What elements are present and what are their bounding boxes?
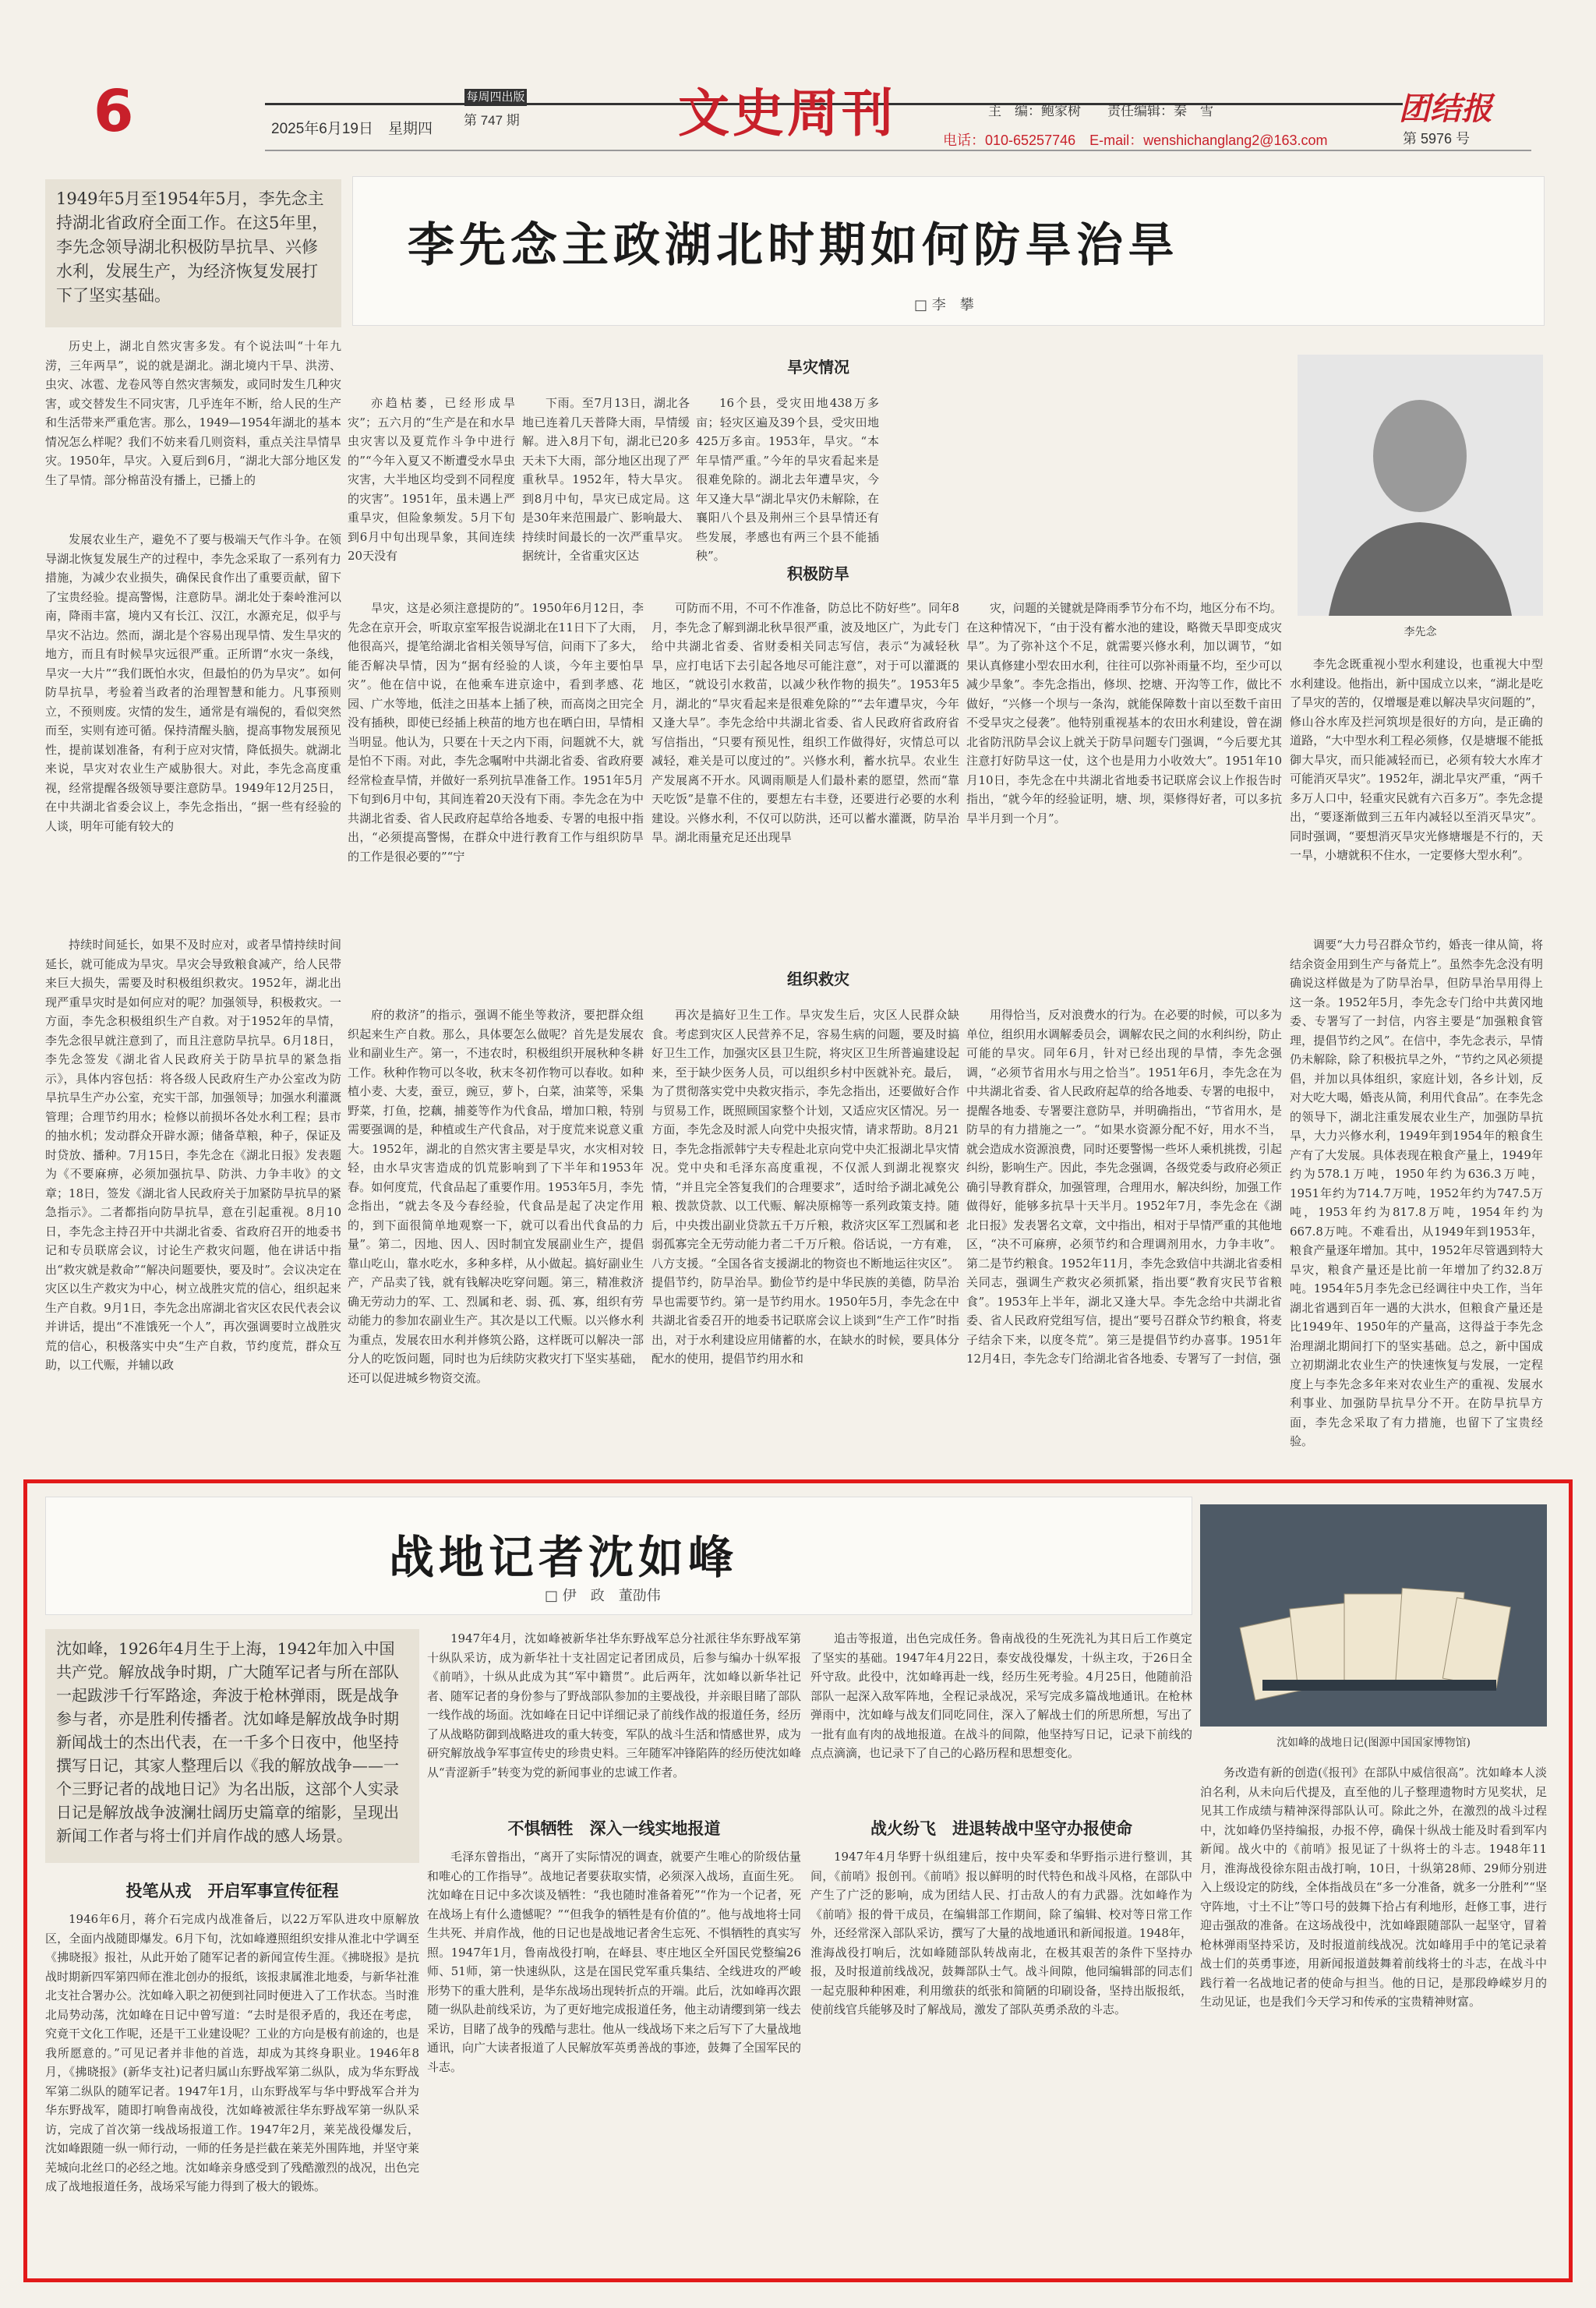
issue-number: 第 5976 号 bbox=[1403, 131, 1471, 147]
article1-title-banner bbox=[352, 176, 1545, 326]
article2-headline: 战地记者沈如峰 bbox=[389, 1531, 739, 1584]
article1-col-f: 旱灾，这是必须注意提防的”。1950年6月12日，李先念在京开会，听取京室军报告说湖北在11日下了大雨，他很高兴，提笔给湖北省相关领导写信，问雨下了多大，能否解决旱情，因为“据有经验的人谈，今年主要怕旱灾”。他在信中说，在他乘车进京途中，看到孝感、花园、广水等地，低洼之田基本上插了秧，而高岗之田完全没有插秧，即使已经插上秧苗的地方也在晒白田，旱情相当明显。他认为，只要在十天之内下雨，问题就不大，就是怕不下雨。对此，李先念嘱咐中共湖北省委、省政府要经常检查旱情，并做好一系列抗旱准备工作。1951年5月下旬到6月中旬，其间连着20天没有下雨。李先念在为中共湖北省委、省人民政府起草给各地委、专署的电报中指出，“必须提高警惕，在群众中进行教育工作与组织防旱的工作是很必要的”“宁 bbox=[348, 601, 644, 864]
edition-badge: 每周四出版 bbox=[464, 89, 527, 106]
article1-byline: □ 李 攀 bbox=[914, 297, 974, 313]
article1-col-m: 用得恰当，反对浪费水的行为。在必要的时候，可以多为单位，组织用水调解委员会，调解农民之间的水利纠纷，防止可能的旱灾。同年6月，针对已经出现的旱情，李先念强调，“必须节省用水与用之恰当”。1951年6月，李先念在为中共湖北省委、省人民政府起草的给各地委、专署的电报中，提醒各地委、专署要注意防旱，并明确指出，“节省用水，是防旱的有力措施之一”。“如果水资源分配不好，用水不当，就会造成水资源浪费，同时还要警惕一些坏人乘机挑拨，引起纠纷，影响生产。因此，李先念强调，各级党委与政府必须正确引导教育群众，加强管理，合理用水，解决纠纷，加强工作做得好，能够多抗旱十天半月。1952年7月，李先念在《湖北日报》发表署名文章，文中指出，相对于旱情严重的其他地区，“决不可麻痹，必须节约和合理调剂用水，力争丰收”。第二是节约粮食。1952年11月，李先念致信中共湖北省委相关同志，强调生产救灾必须抓紧，指出要“教育灾民节省粮食”。1953年上半年，湖北又逢大旱。李先念给中共湖北省委、省人民政府党组写信，提出“要号召群众节约粮食，将麦子结余下来，以度冬荒”。第三是提倡节约办喜事。1951年12月4日，李先念专门给湖北省各地委、专署写了一封信，强 bbox=[966, 1008, 1283, 1366]
article2-col-f: 务改造有新的创造(《报刊》在部队中威信很高”。沈如峰本人淡泊名利，从未向后代提及，直至他的儿子整理遗物时方见奖状，足见其工作成绩与精神深得部队认可。除此之外，在激烈的战斗过程中，沈如峰仍坚持编报，办报不停，确保十纵战士能及时看到军内新闻。战火中的《前哨》报见证了十纵将士的斗志。1948年11月，淮海战役徐东阻击战打响，10日，十纵第28师、29师分别进入上级设定的防线，全体指战员在“多一分准备，就多一分胜利”“坚守阵地，寸土不让”等口号的鼓舞下拾占有利地形，赶修工事，进行迎击强敌的准备。在这场战役中，沈如峰跟随部队一起坚守，冒着枪林弹雨坚持采访，及时报道前线战况。沈如峰用手中的笔记录着战士们的英勇事迹，用新闻报道鼓舞着前线将士的斗志，在战斗中践行着一名战地记者的使命与担当。他的日记，是那段峥嵘岁月的生动见证，也是我们今天学习和传承的宝贵精神财富。 bbox=[1200, 1765, 1547, 2009]
portrait-photo bbox=[1298, 355, 1543, 616]
portrait-figure bbox=[1298, 355, 1543, 616]
article2-summary: 沈如峰，1926年4月生于上海，1942年加入中国共产党。解放战争时期，广大随军记者与所在部队一起跋涉千行军路途，奔波于枪林弹雨，既是战争参与者，亦是胜利传播者。沈如峰是解放战争时期新闻战士的杰出代表，在一千多个日夜中，他坚持撰写日记，其家人整理后以《我的解放战争——一个三野记者的战地日记》为名出版，这部个人实录日记是解放战争波澜壮阔历史篇章的缩影，呈现出新闻工作者与将士们并肩作战的感人场景。 bbox=[45, 1629, 419, 1863]
article1-col-b: 亦趋枯萎，已经形成旱灾”；五六月的“生产是在和水旱虫灾害以及夏荒作斗争中进行的”“今年入夏又不断遭受水旱虫灾害，大半地区均受到不同程度的灾害”。1951年，虽未遇上严重旱灾，但险象频发。5月下旬到6月中旬出现旱象，其间连续20天没有 bbox=[348, 396, 515, 563]
contact-line: 电话：010-65257746 E-mail：wenshichanglang2@163.com bbox=[943, 133, 1328, 148]
page-number: 6 bbox=[94, 78, 134, 145]
article1-col-d: 16个县，受灾田地438万多亩；轻灾区遍及39个县，受灾田地425万多亩。1953年，旱灾。“本年旱情严重。”今年的旱灾看起来是很难免除的。湖北去年遭旱灾，今年又逢大旱“湖北旱灾仍未解除，在襄阳八个县及荆州三个县旱情还有些发展，孝感也有两三个县不能插秧”。 bbox=[696, 396, 879, 563]
article1-col-j: 持续时间延长，如果不及时应对，或者旱情持续时间延长，就可能成为旱灾。旱灾会导致粮食减产，给人民带来巨大损失，需要及时积极组织救灾。1952年，湖北出现严重旱灾时是如何应对的呢？加强领导，积极救灾。一方面，李先念积极组织生产自救。对于1952年的旱情，李先念很早就注意到了，而且注意防旱抗旱。6月18日，李先念签发《湖北省人民政府关于防旱抗旱的紧急指示》，具体内容包括：将各级人民政府生产办公室改为防旱抗旱生产办公室，充实干部，加强领导；加强水利灌溉管理；合理节约用水；检修以前损坏各处水利工程；县市的抽水机；发动群众开辟水源；储备草粮，种子，保证及时贷放、播种。7月15日，李先念在《湖北日报》发表题为《不要麻痹，必须加强抗旱、防洪、力争丰收》的文章；18日，签发《湖北省人民政府关于加紧防旱抗旱的紧急指示》。二者都指向防旱抗旱，意在引起重视。8月10日，李先念主持召开中共湖北省委、省政府召开的地委书记和专员联席会议，讨论生产救灾问题，他在讲话中指出“救灾就是救命”“解决问题要快，要及时”。会议决定在灾区以生产救灾为中心，树立战胜灾荒的信心，组织起来生产自救。9月1日，李先念出席湖北省灾区农民代表会议并讲话，提出“不准饿死一个人”，再次强调要时立战胜灾荒的信心，积极落实中央“生产自救，节约度荒，群众互助，以工代赈，并辅以政 bbox=[45, 938, 341, 1372]
article2-col-e: 1947年4月华野十纵组建后，按中央军委和华野指示进行整训，其间，《前哨》报创刊。《前哨》报以鲜明的时代特色和战斗风格，在部队中产生了广泛的影响，成为团结人民、打击敌人的有力武器。沈如峰作为《前哨》报的骨干成员，在编辑部工作期间，除了编辑、校对等日常工作外，还经常深入部队采访，撰写了大量的战地通讯和新闻报道。1948年，淮海战役打响后，沈如峰随部队转战南北，在极其艰苦的条件下坚持办报，及时报道前线战况，鼓舞部队士气。战斗间隙，他同编辑部的同志们一起克服种种困难，利用缴获的纸张和简陋的印刷设备，坚持出版报纸，使前线官兵能够及时了解战局，激发了部队英勇杀敌的斗志。 bbox=[810, 1850, 1192, 2016]
article1-summary: 1949年5月至1954年5月，李先念主持湖北省政府全面工作。在这5年里，李先念领导湖北积极防旱抗旱、兴修水利，发展生产，为经济恢复发展打下了坚实基础。 bbox=[45, 179, 341, 327]
article1-col-d2 bbox=[886, 394, 1065, 512]
article1-section-relief: 组织救灾 bbox=[787, 970, 849, 988]
editors-line: 主 编：鲍家树 责任编辑：秦 雪 bbox=[988, 104, 1213, 118]
article1-col-k: 府的救济”的指示，强调不能坐等救济，要把群众组织起来生产自救。那么，具体要怎么做呢？首先是发展农业和副业生产。第一，不违农时，积极组织开展秋种冬耕工作。秋种作物可以冬收，秋末冬初作物可以春收。如种植小麦、大麦，蚕豆，豌豆，萝卜，白菜，油菜等，采集野菜，打鱼，挖藕，捕菱等作为代食品，增加口粮，特别需要强调的是，种植或生产代食品，对于度荒来说意义重大。1952年，湖北的自然灾害主要是旱灾，水灾相对较轻，由水旱灾害造成的饥荒影响到了下半年和1953年春。如何度荒，代食品起了重要作用。1953年5月，李先念指出，“就去冬及今春经验，代食品是起了决定作用的，到下面很简单地观察一下，就可以看出代食品的力量”。第二，因地、因人、因时制宜发展副业生产，提倡靠山吃山，靠水吃水，多种多样，从小做起。搞好副业生产，产品卖了钱，就有钱解决吃穿问题。第三，精准救济确无劳动力的军、工、烈属和老、弱、孤、寡，组织有劳动能力的参加农副业生产。其次是以工代赈。以兴修水利为重点，发展农田水利并修筑公路，这样既可以解决一部分人的吃饭问题，同时也为后续防灾救灾打下坚实基础，还可以促进城乡物资交流。 bbox=[348, 1008, 644, 1385]
article1-col-c: 下雨。至7月13日，湖北各地已连着几天普降大雨，旱情缓解。进入8月下旬，湖北已20多天未下大雨，部分地区出现了严重秋旱。1952年，特大旱灾。到8月中旬，旱灾已成定局。这是30年来范围最广、影响最大、持续时间最长的一次严重旱灾。据统计，全省重灾区达 bbox=[522, 396, 690, 563]
article1-col-n: 调要“大力号召群众节约，婚丧一律从简，将结余资金用到生产与备荒上”。虽然李先念没有明确说这样做是为了防旱治旱，但防旱治旱用得上这一条。1952年5月，李先念专门给中共黄冈地委、专署写了一封信，内容主要是“加强粮食管理，提倡节约之风”。在信中，李先念表示，旱情仍未解除，除了积极抗旱之外，“节约之风必须提倡，并加以具体组织，家庭计划，各乡计划，反对大吃大喝，婚丧从简，利用代食品”。在李先念的领导下，湖北注重发展农业生产，加强防旱抗旱，大力兴修水利，1949年到1954年的粮食生产有了大发展。具体表现在粮食产量上，1949年约为578.1万吨，1950年约为636.3万吨，1951年约为714.7万吨，1952年约为747.5万吨，1953年约为817.8万吨，1954年约为667.8万吨。不难看出，从1949年到1953年，粮食产量逐年增加。其中，1952年尽管遇到特大旱灾，粮食产量还是比前一年增加了约32.8万吨。1954年5月李先念已经调往中央工作，当年湖北省遇到百年一遇的大洪水，但粮食产量还是比1949年、1950年的产量高，这得益于李先念治理湖北期间打下的坚实基础。总之，新中国成立初期湖北农业生产的快速恢复与发展，一定程度上与李先念多年来对农业生产的重视、发展水利事业、加强防旱抗旱分不开。在防旱抗旱方面，李先念采取了有力措施，也留下了宝贵经验。 bbox=[1290, 938, 1543, 1448]
portrait-caption: 李先念 bbox=[1404, 626, 1437, 638]
article1-section-prevent: 积极防旱 bbox=[787, 564, 849, 583]
masthead-bottom-rule bbox=[265, 150, 1531, 151]
diary-photo bbox=[1200, 1504, 1547, 1727]
diary-books-illustration bbox=[1200, 1504, 1547, 1727]
article1-col-g: 可防而不用，不可不作准备，防总比不防好些”。同年8月，李先念了解到湖北秋旱很严重，波及地区广，为此专门给中共湖北省委、省财委相关同志写信，表示“为减轻秋旱，应打电话下去引起各地尽可能注意”，对于可以灌溉的地区，“就设引水救苗，以减少秋作物的损失”。1953年5月，湖北的“旱灾看起来是很难免除的”“去年遭旱灾，今年又逢大旱”。李先念给中共湖北省委、省人民政府省政府省写信指出，“只要有预见性，组织工作做得好，灾情总可以减轻，难关是可以度过的”。兴修水利，蓄水抗旱。农业生产发展离不开水。风调雨顺是人们最朴素的愿望，然而“靠天吃饭”是靠不住的，要想左右丰登，还要进行必要的水利建设。兴修水利，不仅可以防洪，还可以蓄水灌溉，防旱治旱。湖北雨量充足还出现旱 bbox=[651, 601, 959, 844]
article2-title-banner bbox=[45, 1497, 1192, 1615]
article2-col-b: 1947年4月，沈如峰被新华社华东野战军总分社派往华东野战军第十纵队采访，成为新华社十支社固定记者团成员，后参与编办十纵军报《前哨》，十纵从此成为其“军中籍贯”。此后两年，沈如峰以新华社记者、随军记者的身份参与了野战部队参加的主要战役，并亲眼目睹了部队一线作战的场面。沈如峰在日记中详细记录了前线作战的报道任务，经历了从战略防御到战略进攻的重大转变，军队的战斗生活和情感世界，成为研究解放战争军事宣传史的珍贵史料。三年随军冲锋陷阵的经历使沈如峰从“青涩新手”转变为党的新闻事业的忠诚工作者。 bbox=[427, 1631, 802, 1780]
diary-photo-caption: 沈如峰的战地日记(图源中国国家博物馆) bbox=[1276, 1737, 1471, 1749]
article2-col-c: 毛泽东曾指出，“离开了实际情况的调查，就要产生唯心的阶级估量和唯心的工作指导”。战地记者要获取实情，必须深入战场，直面生死。沈如峰在日记中多次谈及牺牲：“我也随时准备着死”“作为一个记者，死在战场上有什么遗憾呢？”“但我争的牺牲是有价值的”。他与战地将士同生共死、并肩作战，他的日记也是战地记者舍生忘死、不惧牺牲的真实写照。1947年1月，鲁南战役打响，在峄县、枣庄地区全歼国民党整编26师、51师，第一快速纵队，这是在国民党军重兵集结、全线进攻的严峻形势下的重大胜利，是华东战场出现转折点的开端。此后，沈如峰再次跟随一纵队赴前线采访，为了更好地完成报道任务，他主动请缨到第一线去采访，目睹了战争的残酷与悲壮。他从一线战场下来之后写下了大量战地通讯，向广大读者报道了人民解放军英勇善战的事迹，鼓舞了全国军民的斗志。 bbox=[427, 1850, 802, 2074]
article1-col-l: 再次是搞好卫生工作。旱灾发生后，灾区人民群众缺食。考虑到灾区人民营养不足，容易生病的问题，要及时搞好卫生工作，加强灾区县卫生院，将灾区卫生所普遍建设起来，至于缺少医务人员，可以组织乡村中医就补充。最后，为了贯彻落实党中央救灾指示，李先念指出，还要做好合作与贸易工作，既照顾国家整个计划，又适应灾区情况。另一方面，李先念及时派人向党中央报灾情，请求帮助。8月21日，李先念指派韩宁夫专程赴北京向党中央汇报湖北旱灾情况。党中央和毛泽东高度重视，不仅派人到湖北视察灾情，“并且完全答复我们的合理要求”，适时给予湖北减免公粮、拨款贷款、以工代赈、解决原棉等一系列政策支持。随后，中央拨出副业贷款五千万斤粮，救济灾区军工烈属和老弱孤寡完全无劳动能力者二千万斤粮。俗话说，一方有难，八方支援。“全国各省支援湖北的物资也不断地运往灾区”。提倡节约，防旱治旱。勤俭节约是中华民族的美德，防旱治旱也需要节约。第一是节约用水。1950年5月，李先念在中共湖北省委召开的地委书记联席会议上谈到“生产工作”时指出，对于水利建设应用储蓄的水，在缺水的时候，要具体分配水的使用，提倡节约用水和 bbox=[651, 1008, 959, 1366]
article1-col-a: 历史上，湖北自然灾害多发。有个说法叫“十年九涝，三年两旱”，说的就是湖北。湖北境内干旱、洪涝、虫灾、冰雹、龙卷风等自然灾害频发，或同时发生几种灾害，或交替发生不同灾害，几乎连年不断，给人民的生产和生活带来严重危害。那么，1949—1954年湖北的基本情况怎么样呢？我们不妨来看几则资料，重点关注旱情旱灾。1950年，旱灾。入夏后到6月，“湖北大部分地区发生了旱情。部分棉苗没有播上，已播上的 bbox=[45, 339, 341, 487]
article1-headline: 李先念主政湖北时期如何防旱治旱 bbox=[408, 218, 1179, 273]
article1-section-drought: 旱灾情况 bbox=[787, 358, 849, 376]
article2-subhead-2: 不惧牺牲 深入一线实地报道 bbox=[507, 1818, 721, 1838]
issue-date: 2025年6月19日 星期四 bbox=[271, 121, 433, 137]
article2-col-a: 1946年6月，蒋介石完成内战准备后，以22万军队进攻中原解放区，全面内战随即爆发。6月下旬，沈如峰遵照组织安排从淮北中学调至《拂晓报》报社，从此开始了随军记者的新闻宣传生涯。《拂晓报》是抗战时期新四军第四师在淮北创办的报纸，该报隶属淮北地委，与新华社淮北支社合署办公。沈如峰入职之初便到社同时便进入了工作状态。当时淮北局势动荡，沈如峰在日记中曾写道：“去时是很矛盾的，我还在考虑，究竟干文化工作呢，还是干工业建设呢？工业的方向是极有前途的，也是我所愿意的。”可见记者并非他的首选，却成为其终身职业。1946年8月，《拂晓报》(新华支社)记者归属山东野战军第二纵队，成为华东野战军第二纵队的随军记者。1947年1月，山东野战军与华中野战军合并为华东野战军，随即打响鲁南战役，沈如峰被派往华东野战军第一纵队采访，完成了首次第一线战场报道工作。1947年2月，莱芜战役爆发后，沈如峰跟随一纵一师行动，一师的任务是拦截在莱芜外围阵地，并坚守莱芜城向北丝口的必经之地。沈如峰亲身感受到了残酷激烈的战况，出色完成了战地报道任务，战场采写能力得到了极大的锻炼。 bbox=[45, 1912, 420, 2193]
volume-number: 第 747 期 bbox=[464, 113, 520, 128]
article1-col-i: 李先念既重视小型水利建设，也重视大中型水利建设。他指出，新中国成立以来，“湖北是吃了旱灾的苦的，仅增堰是难以解决旱灾问题的”，修山谷水库及拦河筑坝是很好的方向，是正确的道路，“大中型水利工程必须修，仅是塘堰不能抵御大旱灾，而只能减轻而已，必须有较大水库才可能消灭旱灾”。1952年，湖北旱灾严重，“两千多万人口中，轻重灾民就有六百多万”。李先念提出，“要逐渐做到三五年内减轻以至消灭旱灾”。同时强调，“要想消灭旱灾光修塘堰是不行的，天一旱，小塘就积不住水，一定要修大型水利”。 bbox=[1290, 657, 1543, 862]
article2-col-d: 追击等报道，出色完成任务。鲁南战役的生死洗礼为其日后工作奠定了坚实的基础。1947年4月22日，泰安战役爆发，十纵主攻，于26日全歼守敌。此役中，沈如峰再赴一线，经历生死考验。4月25日，他随前沿部队一起深入敌军阵地，全程记录战况，采写完成多篇战地通讯。在枪林弹雨中，沈如峰与战友们同吃同住，深入了解战士们的所思所想，写出了一批有血有肉的战地报道。在战斗的间隙，他坚持写日记，记录下前线的点点滴滴，也记录下了自己的心路历程和思想变化。 bbox=[810, 1631, 1192, 1760]
paper-name-logo: 团结报 bbox=[1399, 90, 1492, 127]
article2-subhead-1: 投笔从戎 开启军事宣传征程 bbox=[125, 1881, 339, 1900]
article1-col-h: 灾，问题的关键就是降雨季节分布不均，地区分布不均。在这种情况下，“由于没有蓄水池的建设，略微天旱即变成灾旱”。为了弥补这个不足，就需要兴修水利，加以调节，“如果认真修建小型农田水利，往往可以弥补雨量不均，至少可以减少旱象”。李先念指出，修坝、挖塘、开沟等工作，做比不做好，“兴修一个坝与一条沟，就能保障数十亩以至数千亩田不受旱灾之侵袭”。他特别重视基本的农田水利建设，曾在湖北省防汛防旱会议上就关于防旱问题专门强调，“今后要尤其注意打好防旱这一仗，这个也是用力小收效大”。1951年10月10日，李先念在中共湖北省地委书记联席会议上作报告时指出，“就今年的经验证明，塘、坝，渠修得好者，可以多抗旱半月到一个月”。 bbox=[966, 601, 1283, 825]
article2-subhead-3: 战火纷飞 进退转战中坚守办报使命 bbox=[870, 1818, 1132, 1838]
article1-col-e: 发展农业生产，避免不了要与极端天气作斗争。在领导湖北恢复发展生产的过程中，李先念采取了一系列有力措施，为减少农业损失，确保民食作出了重要贡献，留下了宝贵经验。提高警惕，注意防旱。湖北处于秦岭淮河以南，降雨丰富，境内又有长江、汉江，水源充足，似乎与旱灾不沾边。然而，湖北是个容易出现旱情、发生旱灾的地方，而且有时候旱灾远很严重。正所谓“水灾一条线，旱灾一大片”“我们既怕水灾，但最怕的仍为旱灾”。如何防旱抗旱，考验着当政者的治理智慧和能力。凡事预则立，不预则废。灾情的发生，通常是有端倪的，看似突然而至，实则有迹可循。保持清醒头脑，提高事物发展预见性，提前谋划准备，有利于应对灾情，降低损失。就湖北来说，旱灾对农业生产威胁很大。对此，李先念高度重视，经常提醒各级领导要注意防旱。1949年12月25日，在中共湖北省委会议上，李先念指出，“据一些有经验的人谈，明年可能有较大的 bbox=[45, 532, 341, 833]
article2-byline: □ 伊 政 董劭伟 bbox=[545, 1588, 661, 1604]
section-title: 文史周刊 bbox=[678, 83, 896, 143]
